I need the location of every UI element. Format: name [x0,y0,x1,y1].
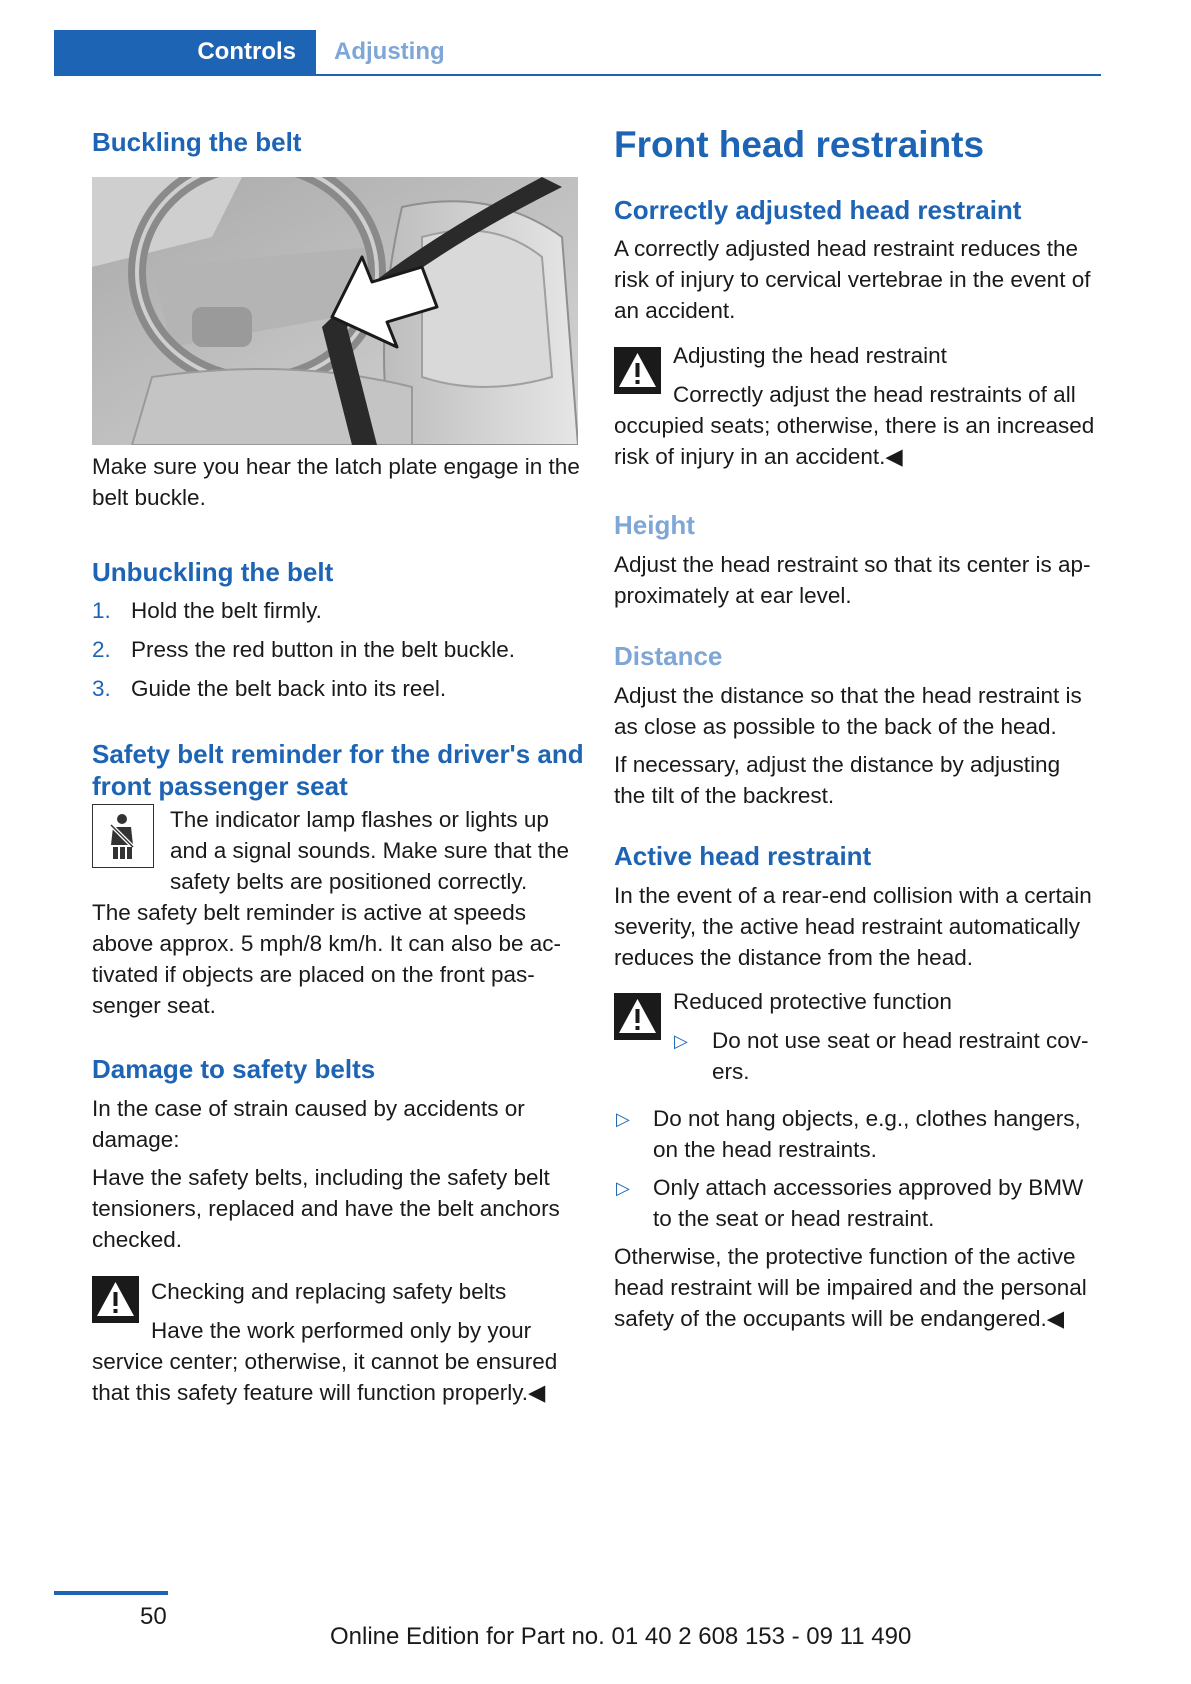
reminder-icon-text [170,804,569,897]
bullet-triangle-icon: ▷ [616,1109,630,1129]
text-line: as close as possible to the back of the head. [614,714,1057,739]
text-line: Adjust the distance so that the head restraint is [614,683,1082,708]
heading-unbuckling: Unbuckling the belt [92,557,334,587]
text-line: Do not hang objects, e.g., clothes hangers, [653,1106,1081,1131]
text-line: occupied seats; otherwise, there is an increased [614,413,1095,438]
text-line: safety of the occupants will be endangered.◀ [614,1306,1065,1331]
text-line: that this safety feature will function properly.◀ [92,1380,546,1405]
text-line: on the head restraints. [653,1137,877,1162]
text-line: reduces the distance from the head. [614,945,973,970]
heading-distance: Distance [614,641,723,671]
text-line: to the seat or head restraint. [653,1206,935,1231]
text-line: checked. [92,1227,183,1252]
active-bullet-1 [712,1025,1088,1087]
text-line: Otherwise, the protective function of the active [614,1244,1076,1269]
text-line: an accident. [614,298,736,323]
text-line: damage: [92,1127,180,1152]
correct-body [614,233,1090,326]
heading-damage: Damage to safety belts [92,1054,376,1084]
edition-footer: Online Edition for Part no. 01 40 2 608 153 - 09 11 490 [330,1623,912,1650]
height-body [614,549,1091,611]
distance-p1 [614,680,1082,742]
text-line: senger seat. [92,993,216,1018]
heading-correct: Correctly adjusted head restraint [614,195,1022,225]
header-tabs [54,30,1101,74]
tab-adjusting[interactable]: Adjusting [334,38,445,65]
active-bullet-3 [653,1172,1083,1234]
step-text: Press the red button in the belt buckle. [131,637,515,662]
seat-belt-photo [92,177,578,445]
text-line: proximately at ear level. [614,583,852,608]
text-line: tivated if objects are placed on the front pas- [92,962,535,987]
active-bullet-2 [653,1103,1081,1165]
text-line: Adjust the head restraint so that its center is ap- [614,552,1091,577]
seatbelt-indicator-icon [92,804,154,868]
text-line: A correctly adjusted head restraint reduces the [614,236,1079,261]
text-line: severity, the active head restraint automatically [614,914,1081,939]
step-number: 3. [92,676,111,701]
page-number-rule [54,1591,168,1595]
heading-height: Height [614,510,695,540]
text-line: In the case of strain caused by accidents or [92,1096,525,1121]
header-divider [54,74,1101,76]
active-warning-title: Reduced protective function [673,989,952,1014]
damage-warning-line1: Have the work performed only by your [151,1318,532,1343]
correct-warning-title: Adjusting the head restraint [673,343,947,368]
caption-line: Make sure you hear the latch plate engage in the [92,454,580,479]
page-number: 50 [140,1603,167,1630]
seat-belt-illustration [92,177,578,445]
text-line: above approx. 5 mph/8 km/h. It can also be ac- [92,931,562,956]
text-line: risk of injury in an accident.◀ [614,444,903,469]
heading-buckling: Buckling the belt [92,127,302,157]
correct-warning-rest [614,410,1094,472]
warning-icon [614,347,661,394]
heading-active: Active head restraint [614,841,872,871]
damage-warning-rest [92,1346,557,1408]
warning-icon [614,993,661,1040]
bullet-triangle-icon: ▷ [616,1178,630,1198]
text-line: Do not use seat or head restraint cov- [712,1028,1089,1053]
text-line: safety belts are positioned correctly. [170,869,528,894]
caption-line: belt buckle. [92,485,206,510]
heading-belt-reminder [92,738,584,802]
active-closing [614,1241,1087,1334]
text-line: Have the safety belts, including the safety belt [92,1165,550,1190]
step-number: 2. [92,637,111,662]
text-line: ers. [712,1059,750,1084]
text-line: service center; otherwise, it cannot be ensured [92,1349,558,1374]
text-line: and a signal sounds. Make sure that the [170,838,570,863]
warning-icon [92,1276,139,1323]
step-text: Guide the belt back into its reel. [131,676,447,701]
text-line: the tilt of the backrest. [614,783,835,808]
heading-line: front passenger seat [92,771,348,801]
text-line: Only attach accessories approved by BMW [653,1175,1084,1200]
step-number: 1. [92,598,111,623]
reminder-body [92,897,561,1021]
correct-warning-line1: Correctly adjust the head restraints of all [673,382,1076,407]
step-text: Hold the belt firmly. [131,598,322,623]
caption-buckling [92,451,580,513]
text-line: If necessary, adjust the distance by adjusting [614,752,1061,777]
damage-warning-title: Checking and replacing safety belts [151,1279,507,1304]
text-line: tensioners, replaced and have the belt anchors [92,1196,560,1221]
damage-p1 [92,1093,525,1155]
active-body [614,880,1092,973]
damage-p2 [92,1162,560,1255]
text-line: In the event of a rear-end collision with a certain [614,883,1092,908]
bullet-triangle-icon: ▷ [674,1031,688,1051]
text-line: The safety belt reminder is active at speeds [92,900,526,925]
tab-controls[interactable]: Controls [54,30,316,74]
distance-p2 [614,749,1060,811]
page-title: Front head restraints [614,124,985,165]
text-line: head restraint will be impaired and the personal [614,1275,1087,1300]
heading-line: Safety belt reminder for the driver's and [92,739,584,769]
text-line: The indicator lamp flashes or lights up [170,807,549,832]
text-line: risk of injury to cervical vertebrae in the event of [614,267,1091,292]
